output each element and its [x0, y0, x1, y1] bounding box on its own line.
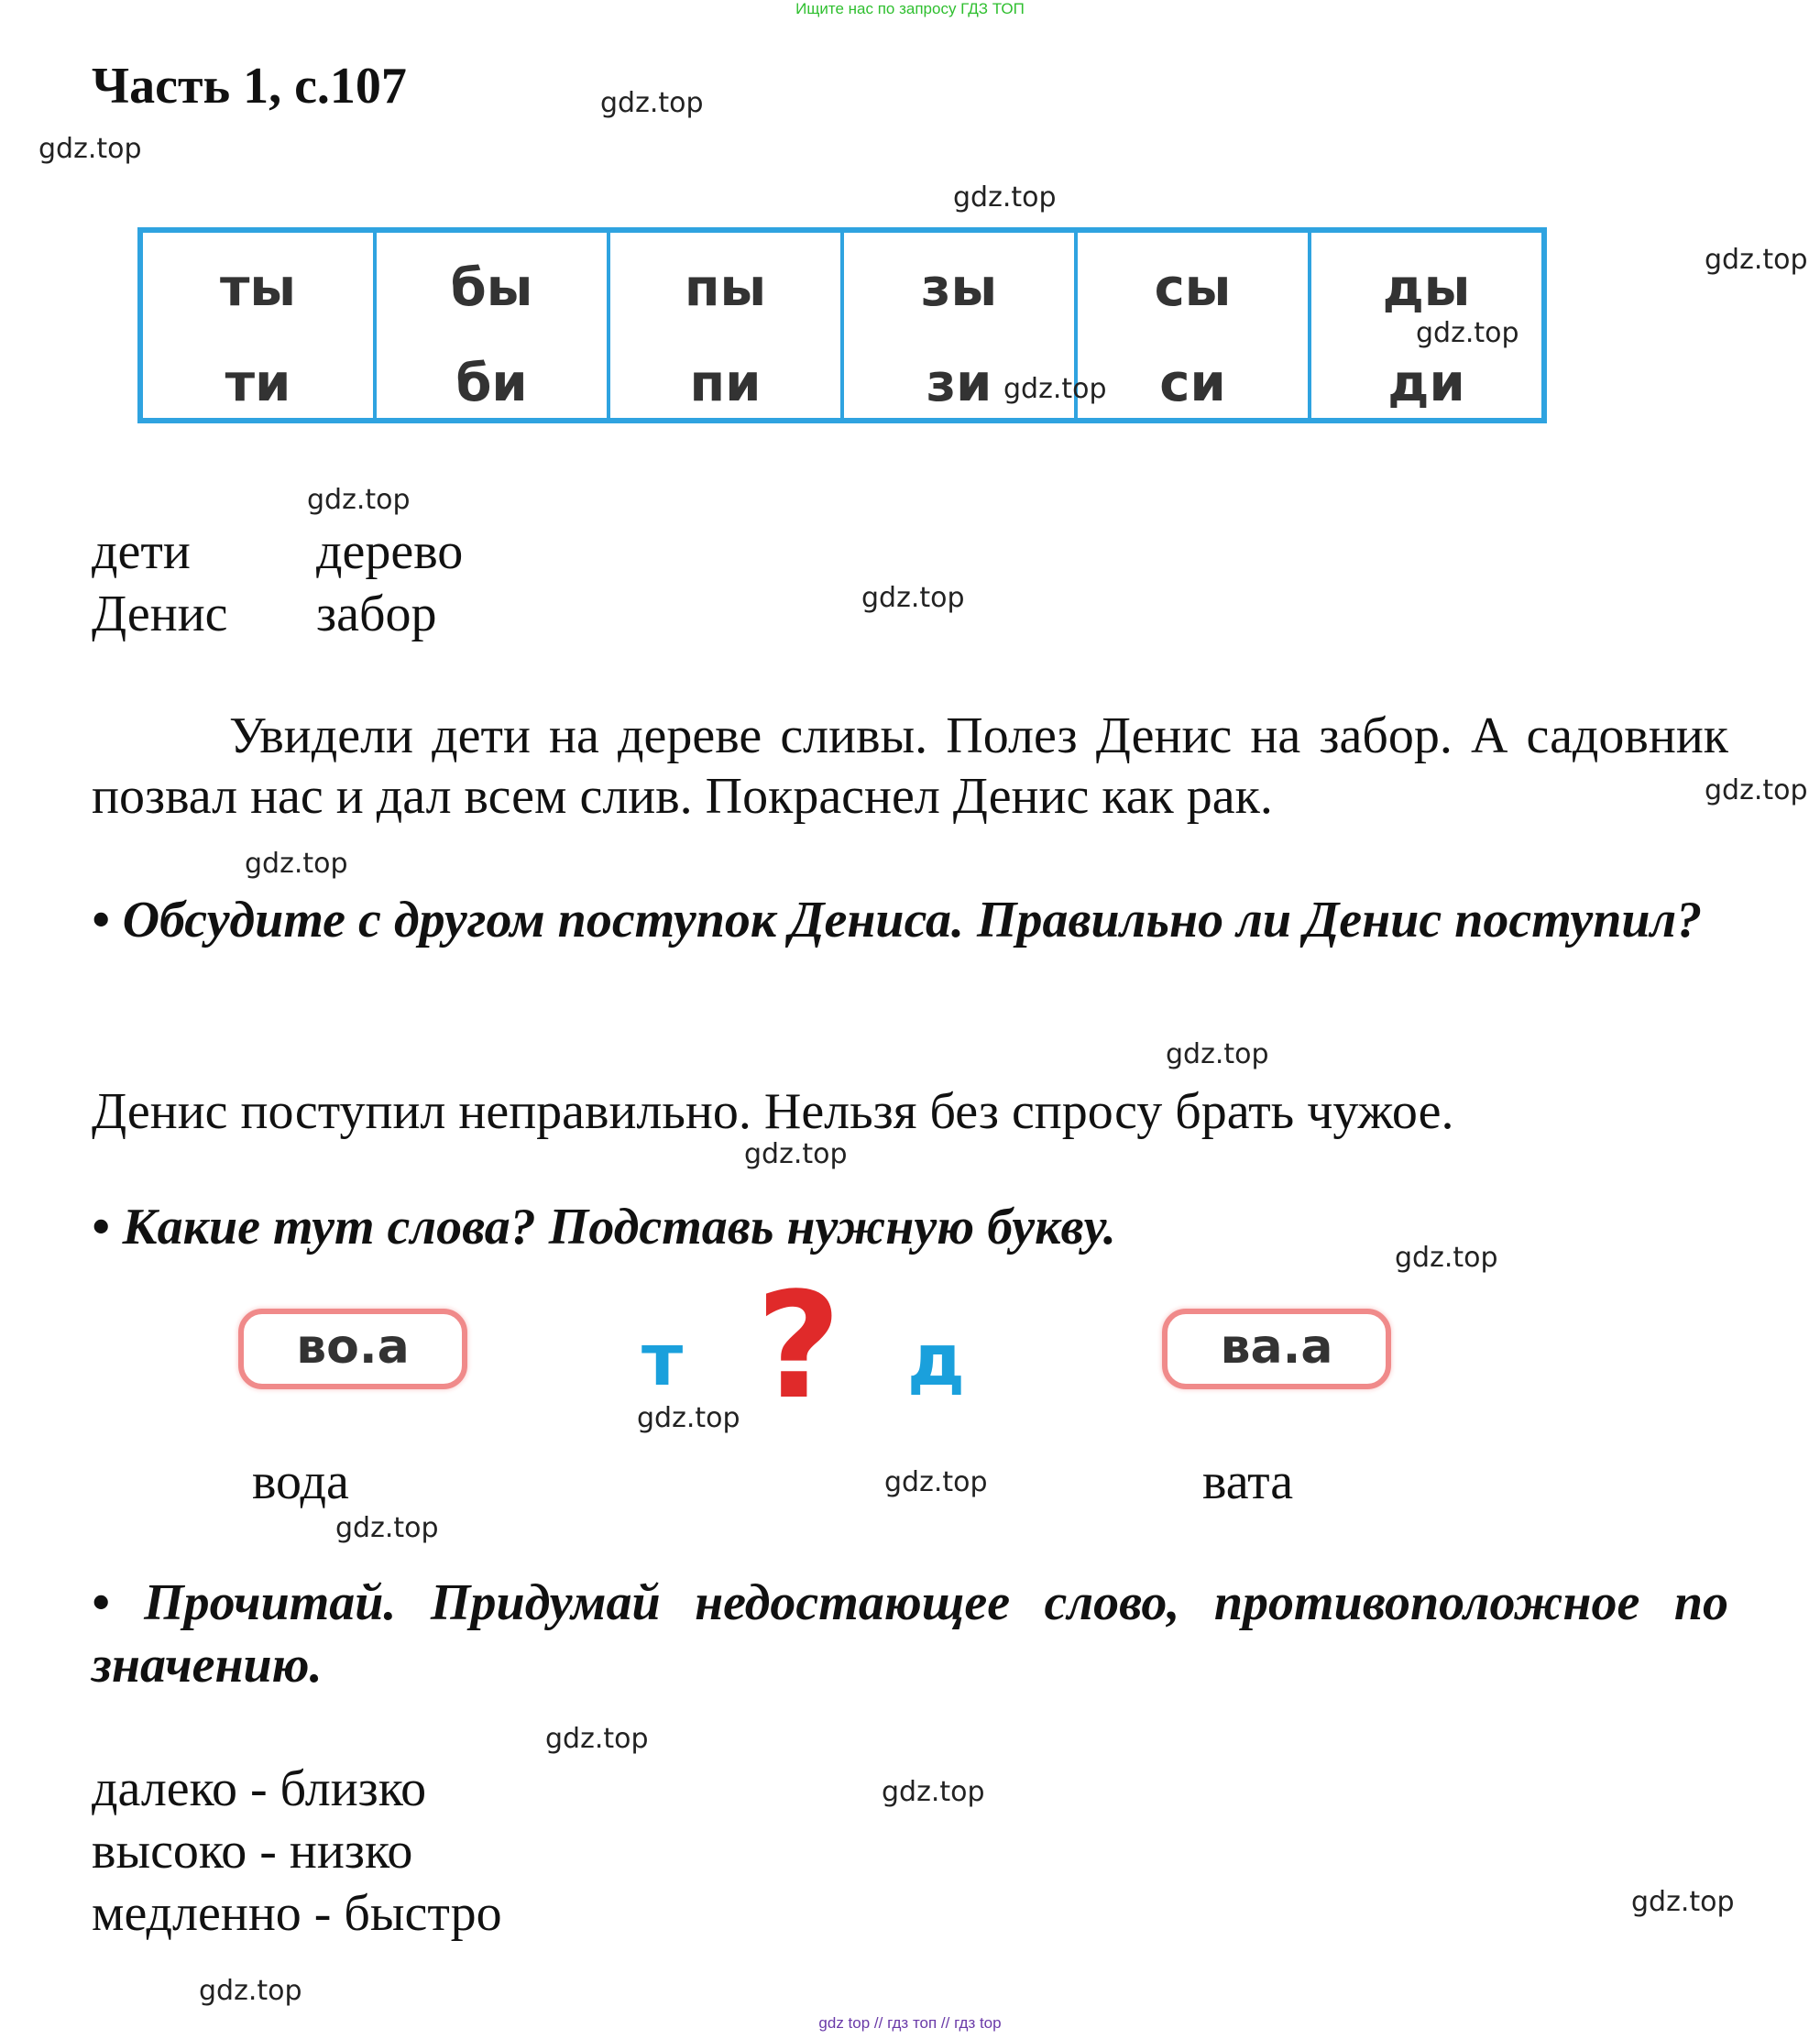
- watermark: gdz.top: [882, 1776, 985, 1808]
- word-card-right: ва.а: [1162, 1309, 1391, 1389]
- watermark: gdz.top: [245, 848, 348, 880]
- answer-discuss: Денис поступил неправильно. Нельзя без спросу брать чужое.: [92, 1083, 1454, 1140]
- antonym-pair: далеко - близко: [92, 1760, 427, 1817]
- watermark: gdz.top: [1166, 1038, 1269, 1070]
- task-fill-letter: • Какие тут слова? Подставь нужную букву.: [92, 1199, 1116, 1255]
- syllable-column: [610, 233, 844, 418]
- watermark: gdz.top: [884, 1466, 988, 1498]
- syllable-hard: ды: [1382, 258, 1471, 318]
- watermark: gdz.top: [38, 133, 142, 165]
- watermark: gdz.top: [199, 1975, 302, 2007]
- syllable-soft: пи: [689, 354, 762, 413]
- syllable-column: [377, 233, 610, 418]
- watermark: gdz.top: [545, 1723, 649, 1755]
- syllable-column: [143, 233, 377, 418]
- watermark: gdz.top: [1631, 1886, 1735, 1918]
- watermark: gdz.top: [1705, 244, 1808, 276]
- word-deti: дети: [92, 523, 191, 580]
- letter-t: т: [641, 1320, 684, 1402]
- task-discuss: • Обсудите с другом поступок Дениса. Правильно ли Денис поступил?: [92, 892, 1703, 948]
- watermark: gdz.top: [637, 1402, 740, 1434]
- watermark: gdz.top: [744, 1138, 848, 1170]
- watermark: gdz.top: [600, 87, 704, 119]
- syllable-soft: си: [1159, 354, 1226, 413]
- syllable-hard: зы: [920, 258, 998, 318]
- story-paragraph: Увидели дети на дереве сливы. Полез Денис на забор. А садовник позвал нас и дал всем слив. Покраснел Денис как рак.: [92, 707, 1728, 825]
- antonym-pair: высоко - низко: [92, 1823, 413, 1880]
- answer-voda: вода: [252, 1453, 349, 1510]
- antonym-pair: медленно - быстро: [92, 1885, 502, 1942]
- footer-note: gdz top // гдз топ // гдз top: [818, 2014, 1002, 2032]
- word-denis: Денис: [92, 586, 228, 642]
- answer-vata: вата: [1202, 1453, 1294, 1510]
- syllable-hard: ты: [219, 258, 297, 318]
- syllable-hard: бы: [450, 258, 533, 318]
- letter-d: д: [907, 1320, 965, 1402]
- watermark: gdz.top: [1416, 317, 1519, 349]
- watermark: gdz.top: [953, 181, 1057, 214]
- word-derevo: дерево: [316, 523, 464, 580]
- syllable-soft: ди: [1387, 354, 1465, 413]
- watermark: gdz.top: [335, 1512, 439, 1544]
- syllable-soft: ти: [225, 354, 291, 413]
- syllable-hard: сы: [1154, 258, 1232, 318]
- watermark: gdz.top: [1705, 774, 1808, 806]
- task-antonyms: • Прочитай. Придумай недостающее слово, противоположное по значению.: [92, 1574, 1728, 1694]
- watermark: gdz.top: [1003, 373, 1107, 405]
- word-card-left: во.а: [238, 1309, 467, 1389]
- syllable-table: [137, 227, 1547, 423]
- top-note: Ищите нас по запросу ГДЗ ТОП: [795, 0, 1025, 17]
- syllable-column: [1078, 233, 1311, 418]
- syllable-soft: зи: [926, 354, 992, 413]
- watermark: gdz.top: [307, 484, 411, 516]
- question-mark-icon: ?: [756, 1260, 841, 1431]
- watermark: gdz.top: [1395, 1242, 1498, 1274]
- watermark: gdz.top: [861, 582, 965, 614]
- syllable-soft: би: [455, 354, 528, 413]
- page-title: Часть 1, с.107: [92, 58, 407, 115]
- syllable-hard: пы: [684, 258, 767, 318]
- word-zabor: забор: [316, 586, 437, 642]
